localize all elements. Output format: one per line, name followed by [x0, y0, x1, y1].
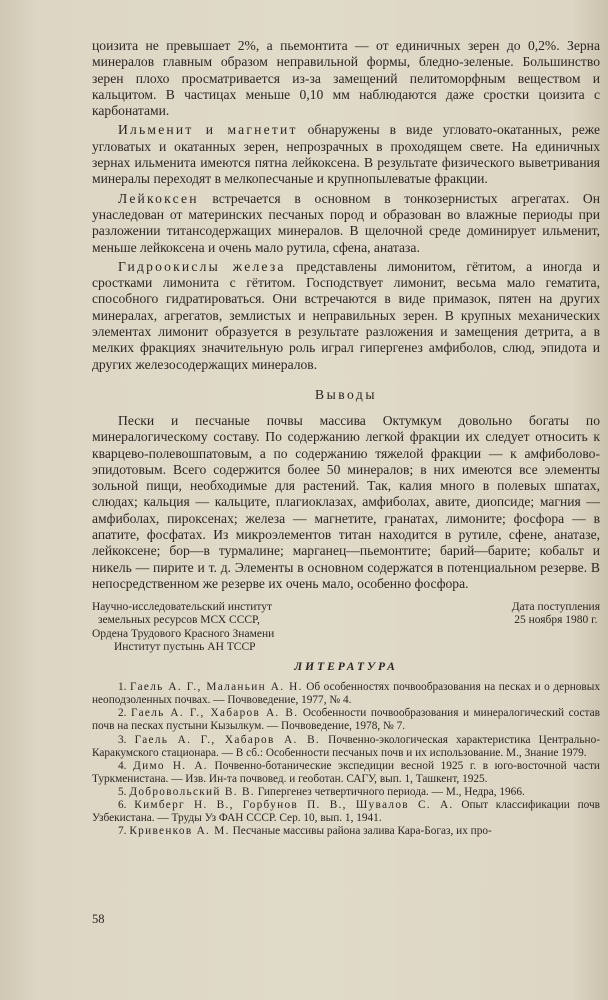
reference-item: 1. Гаель А. Г., Маланьин А. Н. Об особенностях почвообразования на песках и о дерновых неоподзоленных почвах. — Почвоведение, 1977, № 4.: [92, 681, 601, 707]
references-heading: ЛИТЕРАТУРА: [294, 661, 398, 674]
reference-item: 5. Добровольский В. В. Гипергенез четвертичного периода. — М., Недра, 1966.: [118, 785, 525, 798]
page-number: 58: [92, 912, 105, 926]
paragraph-leucoxene: Лейкоксен встречается в основном в тонкозернистых агрегатах. Он унаследован от материнских песчаных пород и образован во влажные периоды при разложении титансодержащих минералов. В щелочной среде доминирует ильменит, меньше лейкоксена и очень мало рутила, сфена, анатаза.: [92, 190, 600, 255]
body-text: [92, 38, 600, 592]
conclusions-paragraph: Пески и песчаные почвы массива Октумкум довольно богаты по минералогическому составу. По содержанию легкой фракции их следует относить к кварцево-полевошпатовым, а по содержанию тяжелой фракции — к амфиболово-эпидотовым. Всего содержится более 50 минералов; в них имеются все элементы зольной пищи, необходимые для растений. Так, калия много в полевых шпатах, слюдах; кальция — кальците, плагиоклазах, амфиболах, авите, диопсиде; магния —амфиболах, пироксенах; железа — магнетите, гранатах, лимоните; фосфора — в апатите, фосфатах. Из микроэлементов титан находится в рутиле, сфене, анатазе, лейкоксене; бор—в турмалине; марганец—пьемонтите; барий—барите; кобальт и никель — пирите и т. д. Элементы в основном содержатся в потенциальном резерве. В непосредственном же резерве их очень мало, особенно фосфора.: [92, 412, 600, 591]
reference-item: 3. Гаель А. Г., Хабаров А. В. Почвенно-экологическая характеристика Центрально-Каракумского стационара. — В сб.: Особенности песчаных почв и их использование. М., Знание 1979.: [92, 733, 600, 759]
institute-block: [92, 601, 600, 655]
mineral-name: Гидроокислы железа: [118, 258, 286, 274]
received-date: Дата поступления 25 ноября 1980 г.: [511, 601, 600, 627]
reference-item: 7. Кривенков А. М. Песчаные массивы района залива Кара-Богаз, их про-: [118, 825, 492, 838]
mineral-name: Лейкоксен: [118, 190, 199, 206]
reference-item: 6. Кимберг Н. В., Горбунов П. В., Шувалов С. А. Опыт классификации почв Узбекистана. — Труды Уз ФАН СССР. Сер. 10, вып. 1, 1941.: [92, 799, 601, 825]
paragraph-iron-hydroxides: Гидроокислы железа представлены лимонитом, гётитом, а иногда и сростками лимонита с гётитом. Господствует лимонит, весьма мало гематита, способного гидратироваться. Они встречаются в виде примазок, пятен на других минералах, агрегатов, землистых и неправильных зерен. В крупных механических элементах лимонит образуется в результате разложения и замещения детрита, а в мелких фракциях значительную роль играл гипергенез амфиболов, слюд, эпидота и других железосодержащих минералов.: [92, 258, 600, 372]
institute-affiliation: Научно-исследовательский институт земельных ресурсов МСХ СССР, Ордена Трудового Красного Знамени Институт пустынь АН ТССР: [92, 601, 275, 653]
paragraph-zoisite: цоизита не превышает 2%, а пьемонтита — от единичных зерен до 0,2%. Зерна минералов главным образом неправильной формы, бледно-зеленые. Большинство зерен плохо просматривается из-за замещений пелитоморфным веществом и кальцитом. В частицах меньше 0,10 мм наблюдаются даже сростки цоизита с карбонатами.: [92, 38, 600, 119]
paragraph-ilmenite: Ильменит и магнетит обнаружены в виде угловато-окатанных, реже угловатых и окатанных зерен, непрозрачных в проходящем свете. На единичных зернах ильменита имеются пятна лейкоксена. В результате физического выветривания минералы переходят в мелкопесчаные и крупнопылеватые фракции.: [92, 122, 600, 187]
references-section: [92, 661, 600, 838]
mineral-name: Ильменит и магнетит: [118, 122, 298, 138]
reference-item: 2. Гаель А. Г., Хабаров А. В. Особенности почвообразования и минералогический состав почв на песках пустыни Кызылкум. — Почвоведение, 1978, № 7.: [92, 707, 600, 733]
conclusions-heading: Выводы: [315, 386, 377, 402]
reference-item: 4. Димо Н. А. Почвенно-ботанические экспедиции весной 1925 г. в юго-восточной части Туркменистана. — Изв. Ин-та почвовед. и геоботан. САГУ, вып. 1, Ташкент, 1925.: [92, 759, 600, 785]
